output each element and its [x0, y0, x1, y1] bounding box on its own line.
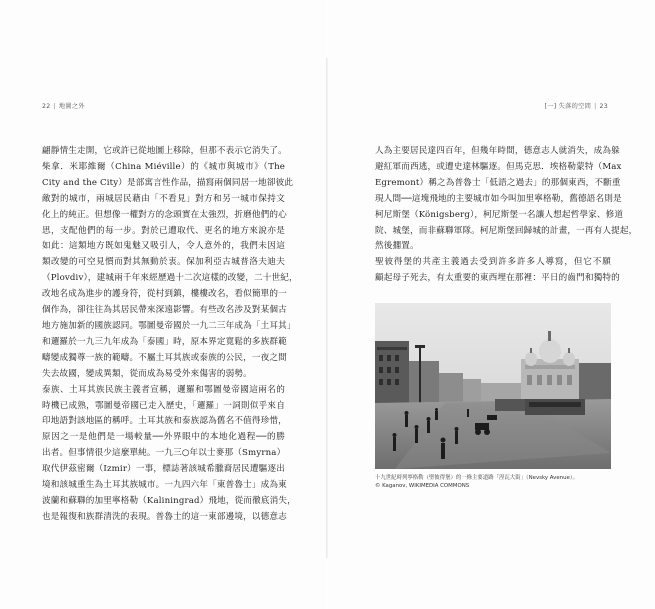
text-line: 柯尼斯堡（Königsberg），柯尼斯堡一名讓人想起哲學家、修道	[375, 209, 624, 220]
text-line: 翩靜情生走開，它或許已從地圖上移除，但那不表示它消失了。	[42, 146, 287, 156]
text-line: 波蘭和蘇聯的加里寧格勒（Kaliningrad）飛地，從而徹底消失，	[42, 495, 296, 506]
text-line: 聖彼得堡的共產主義過去受到許多許多人導寫，但它不願	[375, 257, 611, 268]
left-running-header	[42, 101, 85, 110]
left-page	[0, 0, 327, 609]
left-running-head: 地圖之外	[58, 103, 85, 110]
header-separator: |	[53, 103, 56, 110]
text-line: 院、城堡，而非蘇聯軍隊。柯尼斯堡回歸城的計畫，一再有人提起，	[375, 225, 638, 236]
text-line: 地方施加新的國族認同。鄂圖曼帝國於一九二三年成為「土耳其」	[42, 320, 296, 331]
text-line: 人為主要居民達四百年，但幾年時間，德意志人就消失，成為躲	[375, 146, 620, 156]
photo-credit: © Kaganov, WIKIMEDIA COMMONS	[375, 483, 470, 489]
text-line: Egremont）稱之為普魯士「低語之過去」的那個東西，不斷重	[375, 177, 621, 188]
text-line: 敵對的城市，兩城居民藉由「不看見」對方和另一城市保持文	[42, 193, 285, 204]
text-line: （Plovdiv），建城兩千年來經歷過十二次這樣的改變，二十世紀，	[42, 273, 298, 284]
text-line: 原因之一是他們是一場較量──外界眼中的本地化過程──的勝	[42, 432, 285, 443]
text-line: 泰族、土耳其族民族主義者宣稱，邏羅和鄂圖曼帝國這兩名的	[42, 384, 285, 395]
text-line: 出者。但事情很少這麼單純。一九三○年以士麥那（Smyrna）	[42, 448, 286, 459]
left-page-number: 22	[42, 103, 51, 110]
text-line: 境和該城重生為土耳其族城市。一九四六年「東普魯士」成為東	[42, 480, 287, 491]
right-running-head: [一] 失落的空間	[544, 103, 592, 110]
text-line: 如此：這類地方既如鬼魅又吸引人，令人意外的，我們未因這	[42, 241, 285, 252]
text-line: 柴拿．米耶維爾（China Miéville）的《城市與城市》（The	[42, 161, 285, 172]
nevsky-avenue-photo	[375, 303, 611, 469]
text-line: 時機已成熟，鄂圖曼帝國已走入歷史，「邏羅」一詞則似乎來自	[42, 400, 285, 411]
text-line: 個作為，卻往往為其居民帶來深遠影響。有些改名涉及對某個古	[42, 305, 287, 316]
left-body-text	[42, 144, 298, 526]
text-line: City and the City）是部寓言性作品，描寫兩個同居一地卻彼此	[42, 177, 294, 188]
header-separator: |	[594, 103, 597, 110]
text-line: 避紅軍而西逃，或遭史達林驅逐。但馬克思．埃格勒蒙特（Max	[375, 161, 622, 172]
right-body-text	[375, 144, 638, 287]
text-line: 和邏羅於一九三九年成為「泰國」時，原本界定寬鬆的多族群範	[42, 336, 287, 347]
text-line: 取代伊茲密爾（Izmir）一事，標誌著該城希臘裔居民遭驅逐出	[42, 464, 285, 475]
text-line: 類改變的可空見慣而對其無動於衷。保加利亞古城普洛夫迪夫	[42, 257, 285, 268]
text-line: 失去故國，變成異類，從而成為易受外來傷害的弱勢。	[42, 368, 252, 379]
text-line: 疇變成獨尊一族的範疇。不屬土耳其族或泰族的公民，一夜之間	[42, 352, 287, 363]
text-line: 思，支配他們的每一步。對於已遭取代、更名的地方來說亦是	[42, 225, 285, 236]
text-line: 現人間──這塊飛地的主要城市如今叫加里寧格勒，舊德語名則是	[375, 193, 622, 204]
street-photo-illustration	[375, 303, 611, 469]
text-line: 化上的純正。但想像一權對方的念頭實在太強烈，折磨他們的心	[42, 209, 287, 220]
right-page-number: 23	[599, 103, 608, 110]
text-line: 印地語對該地區的稱呼。土耳其族和泰族認為舊名不值得珍惜，	[42, 416, 287, 427]
photo-caption	[375, 474, 611, 490]
caption-text: 十九世紀時列寧格勒（聖彼得堡）的一條主要道路「涅瓦大街」（Nevsky Avenue）。	[375, 475, 578, 481]
text-line: 也是報復和族群清洗的表現。普魯士的這一東部邊境，以德意志	[42, 511, 287, 522]
text-line: 然後擱置。	[375, 241, 419, 252]
right-running-header	[545, 101, 609, 110]
text-line: 改地名成為進步的護身符，從村到鎮，樓樓改名，看似簡單的一	[42, 289, 287, 300]
text-line: 顧起母子死去，有太重要的東西埋在那裡：平日的齒門和獨特的	[375, 273, 620, 284]
right-page	[328, 0, 655, 609]
